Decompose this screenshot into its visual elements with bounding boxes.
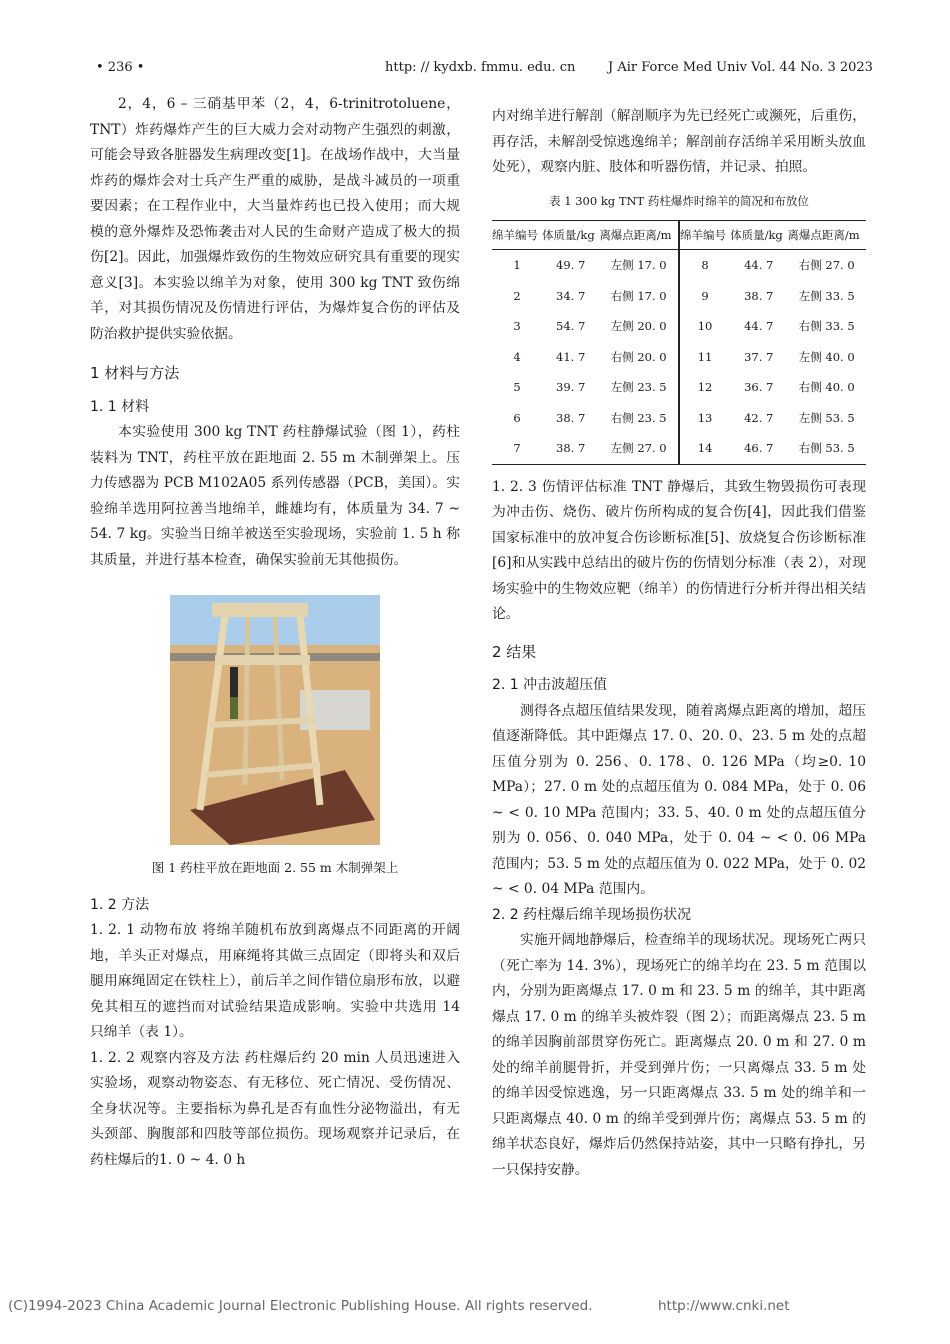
table-cell: 54. 7: [556, 319, 586, 333]
table-cell: 4: [513, 349, 521, 364]
table-cell: 3: [513, 319, 521, 333]
subsection-heading-injuries: 2. 2 药柱爆后绵羊现场损伤状况: [492, 906, 692, 923]
journal-citation: J Air Force Med Univ Vol. 44 No. 3 2023: [608, 60, 873, 75]
table-row: [492, 250, 866, 281]
materials-paragraph: 本实验使用 300 kg TNT 药柱静爆试验（图 1），药柱装料为 TNT，药柱平放在距地面 2. 55 m 木制弹架上。压力传感器为 PCB M102A05 系列传感器（PCB，美国）。实验绵羊选用阿拉善当地绵羊，雌雄均有，体质量为 34. 7 ~ 54. 7 kg。实验当日绵羊被送至实验现场，实验前 1. 5 h 称其质量，并进行基本检查，确保实验前无其他损伤。: [90, 424, 460, 568]
table-cell: 39. 7: [556, 380, 586, 394]
table-cell: 6: [513, 410, 521, 425]
table-row: [492, 372, 866, 403]
table-cell: 左侧 33. 5: [798, 288, 855, 303]
table-header-cell: 绵羊编号: [679, 221, 730, 250]
table-cell: 5: [513, 380, 521, 394]
table-cell: 右侧 20. 0: [610, 349, 667, 364]
table-cell: 44. 7: [744, 319, 774, 333]
table-cell: 41. 7: [556, 349, 586, 364]
subsection-heading-methods: 1. 2 方法: [90, 896, 150, 913]
table-cell: 左侧 23. 5: [610, 380, 667, 394]
table-cell: 2: [513, 288, 521, 303]
table-cell: 右侧 53. 5: [798, 441, 855, 455]
table-header-cell: 离爆点距离/m: [599, 228, 672, 242]
subsection-heading-overpressure: 2. 1 冲击波超压值: [492, 677, 608, 693]
table-cell: 13: [679, 403, 730, 434]
table-row: [492, 342, 866, 373]
figure-1-wooden-rack-photo: [170, 595, 380, 845]
table-cell: 49. 7: [556, 258, 586, 272]
table-header-cell: 离爆点距离/m: [787, 228, 860, 242]
table-header-row: [492, 221, 866, 250]
table-cell: 38. 7: [744, 288, 774, 303]
table-cell: 8: [679, 250, 730, 281]
table-cell: 左侧 20. 0: [610, 319, 667, 333]
dissection-paragraph: 内对绵羊进行解剖（解剖顺序为先已经死亡或濒死，后重伤，再存活，未解剖受惊逃逸绵羊；解剖前存活绵羊采用断头放血处死），观察内脏、肢体和听器伤情，并记录、拍照。: [492, 108, 866, 175]
table-cell: 右侧 23. 5: [610, 410, 667, 425]
table-cell: 36. 7: [744, 380, 774, 394]
journal-url[interactable]: http: // kydxb. fmmu. edu. cn: [385, 60, 576, 75]
table-cell: 右侧 40. 0: [798, 380, 855, 394]
table-cell: 14: [679, 433, 730, 464]
table-cell: 42. 7: [744, 410, 774, 425]
table-cell: 右侧 27. 0: [798, 258, 855, 272]
subsection-heading-materials: 1. 1 材料: [90, 398, 150, 415]
injury-criteria-paragraph: 1. 2. 3 伤情评估标准 TNT 静爆后，其致生物毁损伤可表现为冲击伤、烧伤、破片伤所构成的复合伤[4]，因此我们借鉴国家标准中的放冲复合伤诊断标准[5]、放烧复合伤诊断标准[6]和从实践中总结出的破片伤的伤情划分标准（表 2），对现场实验中的生物效应靶（绵羊）的伤情进行分析并得出相关结论。: [492, 478, 866, 622]
table-cell: 左侧 17. 0: [610, 258, 667, 272]
table-cell: 右侧 17. 0: [610, 288, 667, 303]
section-heading-results: 2 结果: [492, 642, 537, 661]
observation-paragraph: 1. 2. 2 观察内容及方法 药柱爆后约 20 min 人员迅速进入实验场，观察动物姿态、有无移位、死亡情况、受伤情况、全身状况等。主要指标为鼻孔是否有血性分泌物溢出，有无头颈部、胸腹部和四肢等部位损伤。现场观察并记录后，在药柱爆后的1. 0 ~ 4. 0 h: [90, 1049, 460, 1168]
table-header-cell: 体质量/kg: [730, 228, 783, 242]
table-cell: 10: [679, 311, 730, 342]
table-row: [492, 281, 866, 312]
table-cell: 38. 7: [556, 441, 586, 455]
table-cell: 左侧 53. 5: [798, 410, 855, 425]
left-column: [90, 92, 460, 1173]
copyright-text: (C)1994-2023 China Academic Journal Electronic Publishing House. All rights reserved.: [8, 1298, 593, 1314]
overpressure-paragraph: 测得各点超压值结果发现，随着离爆点距离的增加，超压值逐渐降低。其中距爆点 17. 0、20. 0、23. 5 m 处的点超压值分别为 0. 256、0. 178、0. 126 MPa（均≥0. 10 MPa）；27. 0 m 处的点超压值为 0. 084 MPa，处于 0. 06 ~ < 0. 10 MPa 范围内；33. 5、40. 0 m 处的点超压值分别为 0. 056、0. 040 MPa，处于 0. 04 ~ < 0. 06 MPa 范围内；53. 5 m 处的点超压值为 0. 022 MPa，处于 0. 02 ~ < 0. 04 MPa 范围内。: [492, 702, 866, 897]
table-row: [492, 311, 866, 342]
intro-paragraph: 2，4，6 – 三硝基甲苯（2，4，6-trinitrotoluene，TNT）炸药爆炸产生的巨大威力会对动物产生强烈的刺激，可能会导致各脏器发生病理改变[1]。在战场作战中，大当量炸药的爆炸会对士兵产生严重的威胁，是战斗减员的一项重要因素；在工程作业中，大当量炸药也已投入使用；而大规模的意外爆炸及恐怖袭击对人民的生命财产造成了极大的损伤[2]。因此，加强爆炸致伤的生物效应研究具有重要的现实意义[3]。本实验以绵羊为对象，使用 300 kg TNT 致伤绵羊，对其损伤情况及伤情进行评估，为爆炸复合伤的评估及防治救护提供实验依据。: [90, 96, 460, 342]
figure-1-caption: 图 1 药柱平放在距地面 2. 55 m 木制弹架上: [151, 860, 399, 875]
section-heading-methods: 1 材料与方法: [90, 364, 180, 382]
table-cell: 7: [513, 441, 521, 455]
animal-placement-paragraph: 1. 2. 1 动物布放 将绵羊随机布放到离爆点不同距离的开阔地，羊头正对爆点，用麻绳将其做三点固定（即将头和双后腿用麻绳固定在铁柱上），前后羊之间作错位扇形布放，以避免其相互的遮挡而对试验结果造成影响。实验中共选用 14 只绵羊（表 1）。: [90, 922, 460, 1040]
table-cell: 9: [679, 281, 730, 312]
table-row: [492, 433, 866, 464]
table-header-cell: 体质量/kg: [542, 228, 595, 242]
cnki-link[interactable]: http://www.cnki.net: [658, 1298, 790, 1314]
table-cell: 37. 7: [744, 349, 774, 364]
table-cell: 44. 7: [744, 258, 774, 272]
table-cell: 右侧 33. 5: [798, 319, 855, 333]
table-cell: 46. 7: [744, 441, 774, 455]
table-1-caption: 表 1 300 kg TNT 药柱爆炸时绵羊的简况和布放位: [549, 193, 809, 208]
page-number: • 236 •: [96, 60, 145, 75]
right-column: [492, 104, 866, 1183]
copyright-footer: [8, 1298, 790, 1314]
table-header-cell: 绵羊编号: [492, 228, 538, 242]
table-cell: 11: [679, 342, 730, 373]
table-1-sheep-placement: [492, 220, 866, 465]
table-cell: 1: [513, 258, 521, 272]
injury-status-paragraph: 实施开阔地静爆后，检查绵羊的现场状况。现场死亡两只（死亡率为 14. 3%），现场死亡的绵羊均在 23. 5 m 范围以内，分别为距离爆点 17. 0 m 和 23. 5 m 的绵羊，其中距离爆点 17. 0 m 的绵羊头被炸裂（图 2）；而距离爆点 23. 5 m 的绵羊因胸前部贯穿伤死亡。距离爆点 20. 0 m 和 27. 0 m 处的绵羊前腿骨折，并受到弹片伤；一只离爆点 33. 5 m 处的绵羊因受惊逃逸，另一只距离爆点 33. 5 m 处的绵羊和一只距离爆点 40. 0 m 的绵羊受到弹片伤；离爆点 53. 5 m 的绵羊状态良好，爆炸后仍然保持站姿，其中一只略有挣扎，另一只保持安静。: [492, 932, 866, 1178]
table-cell: 38. 7: [556, 410, 586, 425]
table-cell: 左侧 40. 0: [798, 349, 855, 364]
table-row: [492, 403, 866, 434]
table-cell: 12: [679, 372, 730, 403]
table-cell: 左侧 27. 0: [610, 441, 667, 455]
table-cell: 34. 7: [556, 288, 586, 303]
running-header: [0, 60, 950, 82]
